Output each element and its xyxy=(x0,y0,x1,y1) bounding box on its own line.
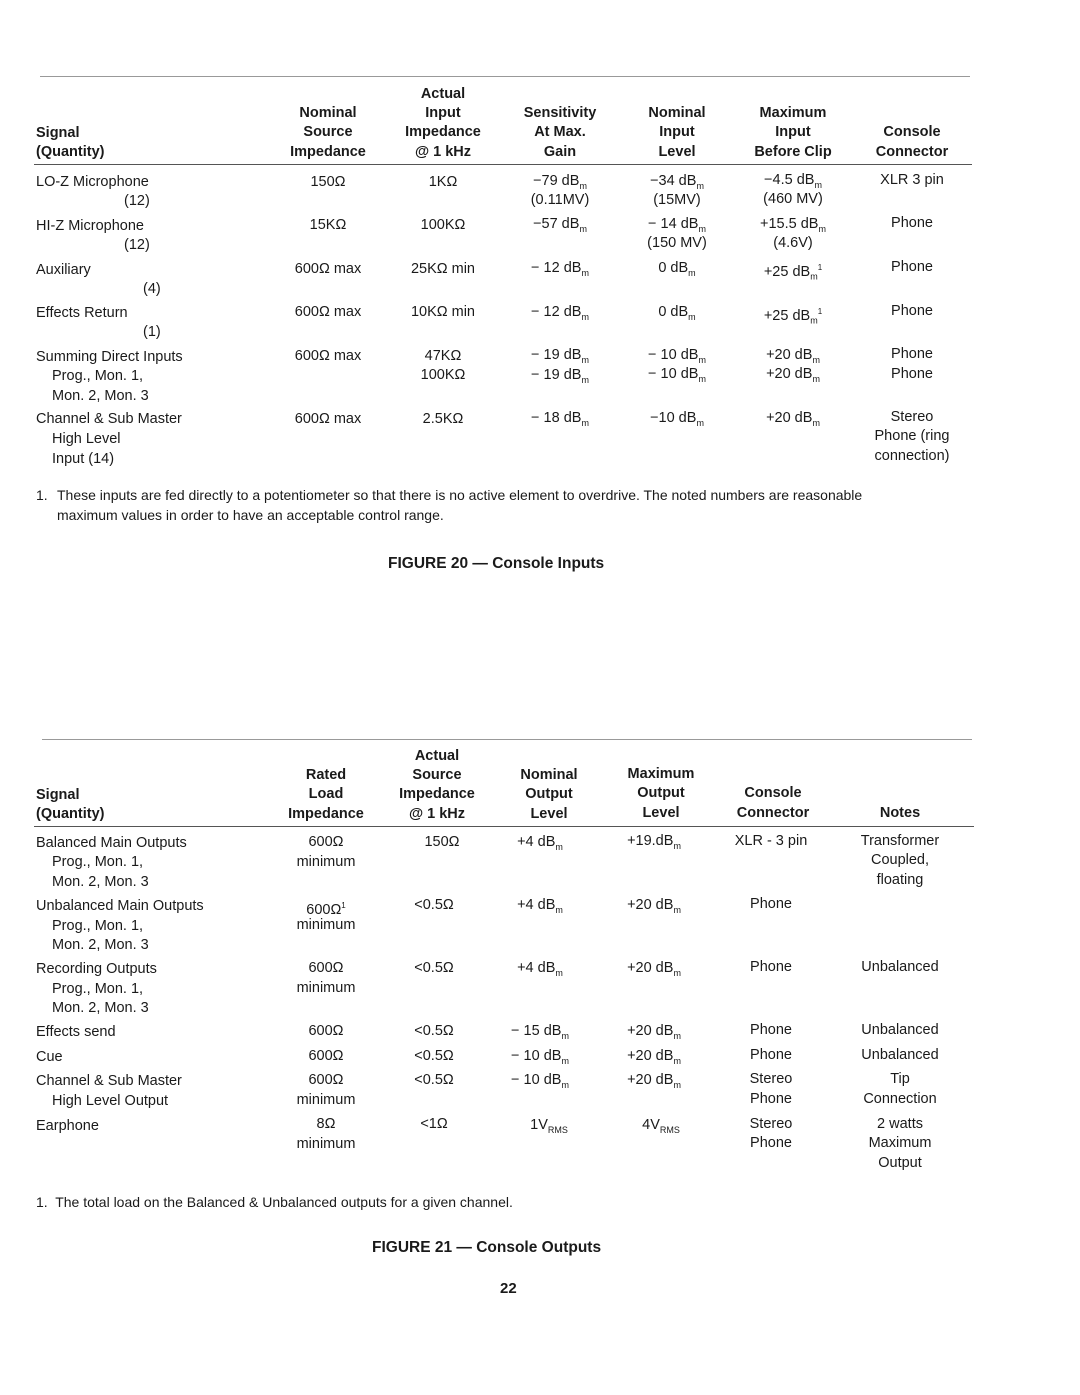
footnote-line-2: maximum values in order to have an acceptable control range. xyxy=(57,507,444,523)
header-notes: Notes xyxy=(879,805,921,821)
header-sensitivity: Sensitivity xyxy=(523,105,597,121)
header-quantity: (Quantity) xyxy=(36,144,105,160)
header-quantity: (Quantity) xyxy=(36,806,105,822)
header-source-impedance: Actual xyxy=(414,748,460,764)
page-number: 22 xyxy=(500,1280,517,1297)
header-signal: Signal xyxy=(36,125,80,141)
header-rule xyxy=(34,826,974,827)
header-input-impedance: Actual xyxy=(420,86,466,102)
header-source: Nominal xyxy=(299,105,357,121)
header-load: Rated xyxy=(305,767,347,783)
figure-21-caption: FIGURE 21 — Console Outputs xyxy=(372,1239,602,1256)
table-top-rule xyxy=(42,739,972,740)
header-rule xyxy=(34,164,972,165)
header-connector: Console xyxy=(744,785,802,801)
header-maximum: Maximum xyxy=(759,105,827,121)
header-nominal: Nominal xyxy=(520,767,578,783)
footnote-number: 1. xyxy=(36,487,48,503)
header-signal: Signal xyxy=(36,787,80,803)
table-top-rule xyxy=(40,76,970,77)
header-nominal: Nominal xyxy=(648,105,706,121)
figure-20-caption: FIGURE 20 — Console Inputs xyxy=(388,555,605,572)
header-connector: Console xyxy=(883,124,941,140)
footnote: 1. The total load on the Balanced & Unbalanced outputs for a given channel. xyxy=(36,1194,513,1210)
footnote-line-1: These inputs are fed directly to a potentiometer so that there is no active element to overdrive. The noted numbers are reasonable xyxy=(57,487,863,503)
header-maximum: Maximum xyxy=(627,766,695,782)
